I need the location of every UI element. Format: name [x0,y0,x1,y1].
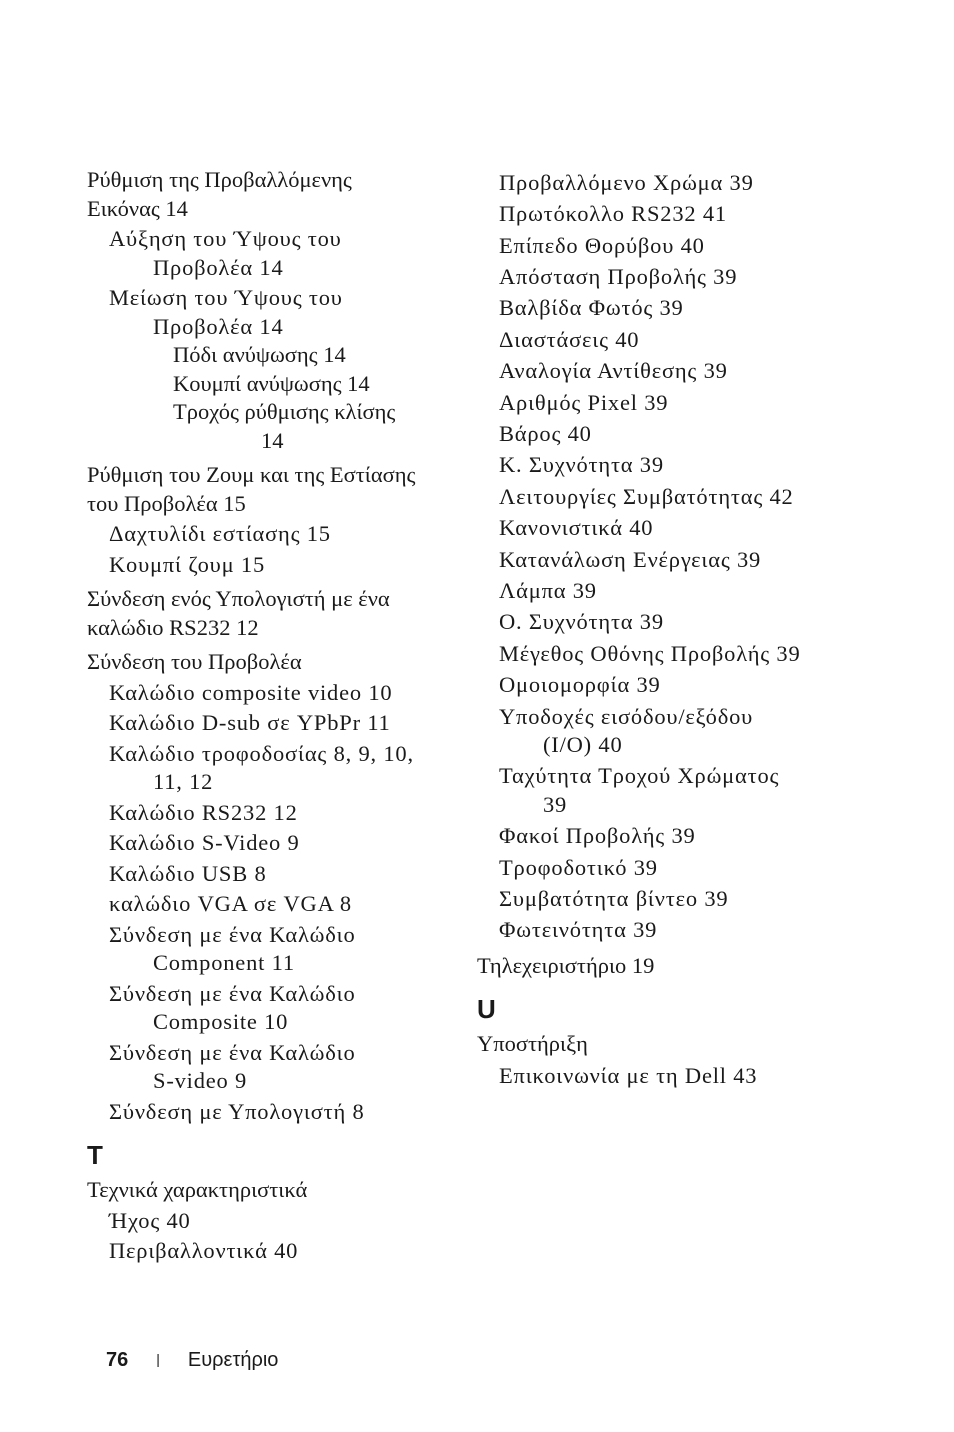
index-entry: 39 [543,791,568,817]
index-entry: Καλώδιο RS232 12 [109,799,298,825]
footer-section-title: Ευρετήριο [187,1349,279,1371]
index-entry: Επίπεδο Θορύβου 40 [499,232,705,258]
index-entry: Κανονιστικά 40 [499,515,654,541]
index-entry: Εικόνας 14 [87,195,188,221]
index-entry: Καλώδιο D-sub σε YPbPr 11 [109,710,391,735]
index-entry: Καλώδιο USB 8 [109,860,267,886]
index-entry: του Προβολέα 15 [87,490,246,516]
index-entry: Σύνδεση του Προβολέα [87,649,302,674]
index-entry: Composite 10 [153,1009,289,1034]
index-entry: Διαστάσεις 40 [499,326,640,352]
index-column-right [477,166,857,1090]
index-entry: Μείωση του Ύψους του [109,285,343,310]
index-entry: Μέγεθος Οθόνης Προβολής 39 [499,640,801,666]
index-entry: Αύξηση του Ύψους του [109,226,342,251]
index-entry: καλώδιο VGA σε VGA 8 [109,891,352,916]
index-entry: Τηλεχειριστήριο 19 [477,952,655,978]
page-footer [106,1346,278,1373]
index-entry: Τροφοδοτικό 39 [499,854,658,880]
index-entry: Αναλογία Αντίθεσης 39 [499,358,728,384]
index-entry: Σύνδεση με ένα Καλώδιο [109,1039,356,1065]
index-entry: (I/O) 40 [543,732,623,758]
index-entry: Προβαλλόμενο Χρώμα 39 [499,169,754,195]
index-entry: Καλώδιο τροφοδοσίας 8, 9, 10, [109,740,414,766]
index-entry: Υποστήριξη [477,1031,588,1057]
index-entry: Λάμπα 39 [499,577,597,603]
index-entry: καλώδιο RS232 12 [87,614,259,640]
index-entry: Υποδοχές εισόδου/εξόδου [499,703,754,729]
index-entry: Αριθμός Pixel 39 [499,389,669,415]
footer-separator: | [156,1351,160,1367]
index-entry: Κουμπί ζουμ 15 [109,551,265,577]
index-entry: Ήχος 40 [109,1207,191,1233]
index-entry: Περιβαλλοντικά 40 [109,1238,299,1263]
index-entry: Ταχύτητα Τροχού Χρώματος [499,763,780,789]
index-entry: Επικοινωνία με τη Dell 43 [499,1062,758,1088]
index-entry: Απόσταση Προβολής 39 [499,264,738,290]
index-section-letter: U [477,994,496,1025]
index-entry: Τροχός ρύθμισης κλίσης [173,399,396,424]
index-entry: Σύνδεση ενός Υπολογιστή με ένα [87,586,390,611]
index-entry: Καλώδιο S-Video 9 [109,830,300,855]
index-entry: Ο. Συχνότητα 39 [499,609,664,635]
index-column-left [87,166,447,1266]
index-entry: Κουμπί ανύψωσης 14 [173,370,370,396]
index-entry: Καλώδιο composite video 10 [109,679,393,705]
index-entry: Πόδι ανύψωσης 14 [173,342,346,367]
index-entry: Ρύθμιση του Ζουμ και της Εστίασης [87,462,416,487]
index-entry: Component 11 [153,950,295,975]
index-entry: Σύνδεση με Υπολογιστή 8 [109,1098,365,1124]
index-entry: Κατανάλωση Ενέργειας 39 [499,546,762,572]
index-entry: Κ. Συχνότητα 39 [499,452,664,478]
index-entry: Πρωτόκολλο RS232 41 [499,201,727,227]
index-entry: Φωτεινότητα 39 [499,917,658,943]
page-number: 76 [106,1349,129,1371]
index-entry: Προβολέα 14 [153,313,284,339]
index-entry: Βάρος 40 [499,421,592,447]
index-entry: Προβολέα 14 [153,254,284,280]
index-entry: Σύνδεση με ένα Καλώδιο [109,980,356,1006]
index-entry: 11, 12 [153,769,214,794]
index-entry: S-video 9 [153,1068,248,1093]
index-entry: Φακοί Προβολής 39 [499,823,696,849]
index-entry: Τεχνικά χαρακτηριστικά [87,1177,308,1202]
index-entry: 14 [261,427,284,453]
index-entry: Λειτουργίες Συμβατότητας 42 [499,483,794,509]
index-entry: Δαχτυλίδι εστίασης 15 [109,521,331,546]
index-section-letter: T [87,1140,103,1170]
index-entry: Ρύθμιση της Προβαλλόμενης [87,167,352,192]
index-entry: Συμβατότητα βίντεο 39 [499,886,729,912]
index-entry: Ομοιομορφία 39 [499,672,661,698]
index-entry: Σύνδεση με ένα Καλώδιο [109,921,356,947]
index-entry: Βαλβίδα Φωτός 39 [499,295,684,321]
